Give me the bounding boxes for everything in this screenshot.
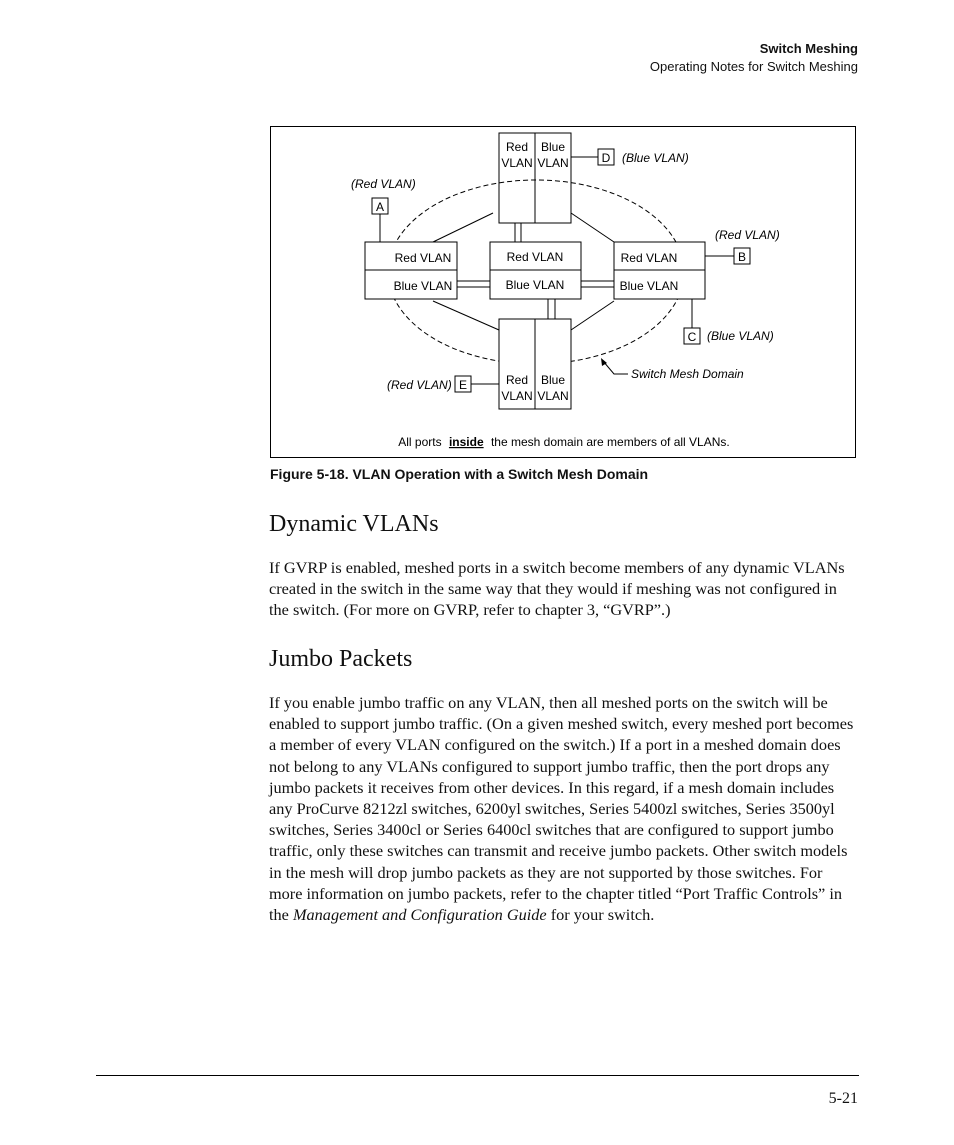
header-subsection-title: Operating Notes for Switch Meshing [649, 59, 858, 74]
node-d-label: D [601, 151, 611, 165]
node-a-vlan-note: (Red VLAN) [351, 177, 416, 191]
center-switch-blue-vlan: Blue VLAN [505, 278, 565, 292]
vlan-mesh-figure [270, 126, 856, 458]
figure-note [398, 435, 730, 449]
node-b-vlan-note: (Red VLAN) [715, 228, 780, 242]
jumbo-body-text: If you enable jumbo traffic on any VLAN, then all meshed ports on the switch will be enabled to support jumbo traffic. (On a given meshed switch, every meshed port becomes a member of every VLAN configured on the switch.) If a port in a meshed domain does not belong to any VLANs configured to support jumbo traffic, then the port drops any jumbo packets it receives from other devices. In this regard, if a mesh domain includes any ProCurve 8212zl switches, 6200yl switches, Series 5400zl switches, Series 3500yl switches, Series 3400cl or Series 6400cl switches that are configured to support jumbo traffic, only these switches can transmit and receive jumbo packets. Other switch models in the mesh will drop jumbo packets as they are not supported by those switches. For more information on jumbo packets, refer to the chapter titled “Port Traffic Controls” in the [269, 693, 854, 925]
dynamic-vlans-body: If GVRP is enabled, meshed ports in a switch become members of any dynamic VLANs created in the switch in the same way that they would if meshing was not configured in the switch. (For more on GVRP, refer to chapter 3, “GVRP”.) [269, 558, 845, 620]
top-switch-blue-label: Blue [540, 140, 566, 154]
right-switch [614, 242, 705, 299]
bottom-switch-red-label: Red [505, 373, 529, 387]
left-switch [365, 242, 457, 299]
center-switch-red-vlan: Red VLAN [506, 250, 564, 264]
left-switch-blue-vlan: Blue VLAN [393, 279, 453, 293]
right-switch-red-vlan: Red VLAN [620, 251, 678, 265]
guide-title: Management and Configuration Guide [292, 905, 547, 925]
header-section-title: Switch Meshing [759, 41, 858, 56]
vlan-mesh-diagram [271, 127, 857, 459]
top-switch-red-vlan: VLAN [501, 156, 533, 170]
figure-note-suffix: the mesh domain are members of all VLANs. [490, 435, 730, 449]
top-switch-red-label: Red [505, 140, 529, 154]
top-switch [499, 133, 571, 223]
node-d-vlan-note: (Blue VLAN) [622, 151, 689, 165]
bottom-switch-blue-vlan: VLAN [537, 389, 569, 403]
right-switch-blue-vlan: Blue VLAN [619, 279, 679, 293]
mesh-domain-label: Switch Mesh Domain [631, 367, 744, 381]
figure-note-emphasis: inside [448, 435, 484, 449]
top-switch-blue-vlan: VLAN [537, 156, 569, 170]
jumbo-packets-body [269, 692, 859, 925]
node-e-vlan-note: (Red VLAN) [387, 378, 452, 392]
footer-rule [96, 1075, 859, 1076]
node-b-label: B [737, 250, 747, 264]
bottom-switch-blue-label: Blue [540, 373, 566, 387]
jumbo-packets-heading: Jumbo Packets [269, 646, 413, 672]
node-c-label: C [687, 330, 697, 344]
node-a-label: A [375, 200, 385, 214]
page-number: 5-21 [828, 1090, 858, 1107]
center-switch [490, 242, 581, 299]
figure-note-prefix: All ports [398, 435, 442, 449]
bottom-switch-red-vlan: VLAN [501, 389, 533, 403]
bottom-switch [499, 319, 571, 409]
running-header [650, 40, 858, 76]
node-e-label: E [458, 378, 468, 392]
figure-caption: Figure 5-18. VLAN Operation with a Switch Mesh Domain [270, 466, 649, 482]
left-switch-red-vlan: Red VLAN [394, 251, 452, 265]
dynamic-vlans-heading: Dynamic VLANs [269, 511, 439, 537]
node-c-vlan-note: (Blue VLAN) [707, 329, 774, 343]
jumbo-body-tail: for your switch. [546, 905, 655, 925]
